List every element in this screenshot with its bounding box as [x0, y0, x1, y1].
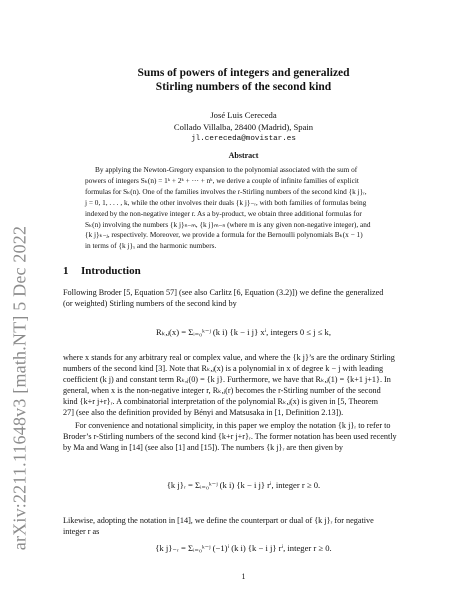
paragraph-line: For convenience and notational simplicity, in this paper we employ the notation {k j}ᵣ to refer to	[75, 421, 391, 430]
abstract-line: powers of integers Sₖ(n) = 1ᵏ + 2ᵏ + ··· + nᵏ, we derive a couple of infinite families of explicit	[85, 175, 359, 185]
author-block	[63, 109, 424, 145]
arxiv-sidebar	[0, 0, 40, 613]
intro-paragraph-3	[63, 420, 424, 453]
equation-1: Rₖ,ⱼ(x) = Σᵢ₌₀ᵏ⁻ʲ (k i) {k − i j} xⁱ, integers 0 ≤ j ≤ k,	[156, 327, 331, 337]
abstract-body	[85, 165, 403, 252]
section-title: Introduction	[81, 265, 141, 277]
intro-paragraph-2	[63, 352, 424, 418]
paper-page	[63, 0, 424, 613]
section-number: 1	[63, 265, 69, 277]
paragraph-line: Likewise, adopting the notation in [14], we define the counterpart or dual of {k j}ᵣ for negative	[63, 516, 374, 525]
paragraph-line: integer r as	[63, 527, 100, 536]
author-affiliation: Collado Villalba, 28400 (Madrid), Spain	[173, 122, 314, 132]
equation-3: {k j}₋ᵣ = Σᵢ₌₀ᵏ⁻ʲ (−1)ⁱ (k i) {k − i j} rⁱ, integer r ≥ 0.	[155, 543, 332, 553]
abstract-heading: Abstract	[228, 151, 259, 160]
abstract-line: indexed by the non-negative integer r. As a by-product, we obtain three additional formulas for	[85, 208, 362, 218]
paragraph-line: 27] (see also the definition provided by Bényi and Matsusaka in [1, Definition 2.13]).	[63, 408, 344, 417]
abstract-line: By applying the Newton-Gregory expansion to the polynomial associated with the sum of	[95, 165, 358, 174]
abstract-line: Sₖ(n) involving the numbers {k j}ₙ₋ₘ, {k j}ₘ₋ₙ (where m is any given non-negative integer), and	[85, 219, 371, 229]
page-number: 1	[241, 572, 246, 581]
title-line-2: Stirling numbers of the second kind	[155, 81, 332, 93]
paper-title	[63, 66, 424, 94]
paragraph-line: numbers of the second kind [3]. Note that Rₖ,ⱼ(x) is a polynomial in x of degree k − j with leading	[63, 364, 384, 373]
author-email[interactable]: jl.cereceda@movistar.es	[191, 135, 296, 143]
paragraph-line: (or weighted) Stirling numbers of the second kind by	[63, 299, 237, 308]
abstract-line: {k j}ₖ₋ⱼ, respectively. Moreover, we provide a formula for the Bernoulli polynomials Bₖ(x − 1)	[85, 230, 363, 240]
paragraph-line: kind {k+r j+r}ᵣ. A combinatorial interpretation of the polynomial Rₖ,ⱼ(x) is given in [5, Theorem	[63, 397, 379, 406]
paragraph-line: by Ma and Wang in [14] (see also [1] and [15]). The numbers {k j}ᵣ are then given by	[63, 443, 344, 452]
abstract-line: in terms of {k j}ₓ and the harmonic numbers.	[85, 241, 217, 251]
intro-paragraph-1	[63, 287, 424, 309]
paragraph-line: where x stands for any arbitrary real or complex value, and where the {k j}’s are the ordinary Stirling	[63, 353, 395, 362]
section-heading	[63, 266, 141, 277]
intro-paragraph-4	[63, 515, 424, 537]
arxiv-identifier[interactable]: arXiv:2211.11648v3 [math.NT] 5 Dec 2022	[9, 225, 30, 551]
paragraph-line: Broder’s r-Stirling numbers of the second kind {k+r j+r}ᵣ. The former notation has been used recently	[63, 432, 397, 441]
author-name: José Luis Cereceda	[210, 110, 277, 120]
equation-2: {k j}ᵣ = Σᵢ₌₀ᵏ⁻ʲ (k i) {k − i j} rⁱ, integer r ≥ 0.	[166, 480, 321, 490]
paragraph-line: Following Broder [5, Equation 57] (see also Carlitz [6, Equation (3.2)]) we define the generalized	[63, 288, 384, 297]
paragraph-line: coefficient (k j) and constant term Rₖ,ⱼ(0) = {k j}. Furthermore, we have that Rₖ,ⱼ(1) = {k+1 j+1}. In	[63, 375, 391, 384]
abstract-line: formulas for Sₖ(n). One of the families involves the r-Stirling numbers of the second kind {k j}ᵣ,	[85, 186, 367, 196]
abstract-line: j = 0, 1, . . . , k, while the other involves their duals {k j}₋ᵣ, with both families of formulas being	[85, 197, 367, 207]
title-line-1: Sums of powers of integers and generalized	[137, 67, 350, 79]
paragraph-line: general, when x is the non-negative integer r, Rₖ,ⱼ(r) becomes the r-Stirling number of the second	[63, 386, 381, 395]
